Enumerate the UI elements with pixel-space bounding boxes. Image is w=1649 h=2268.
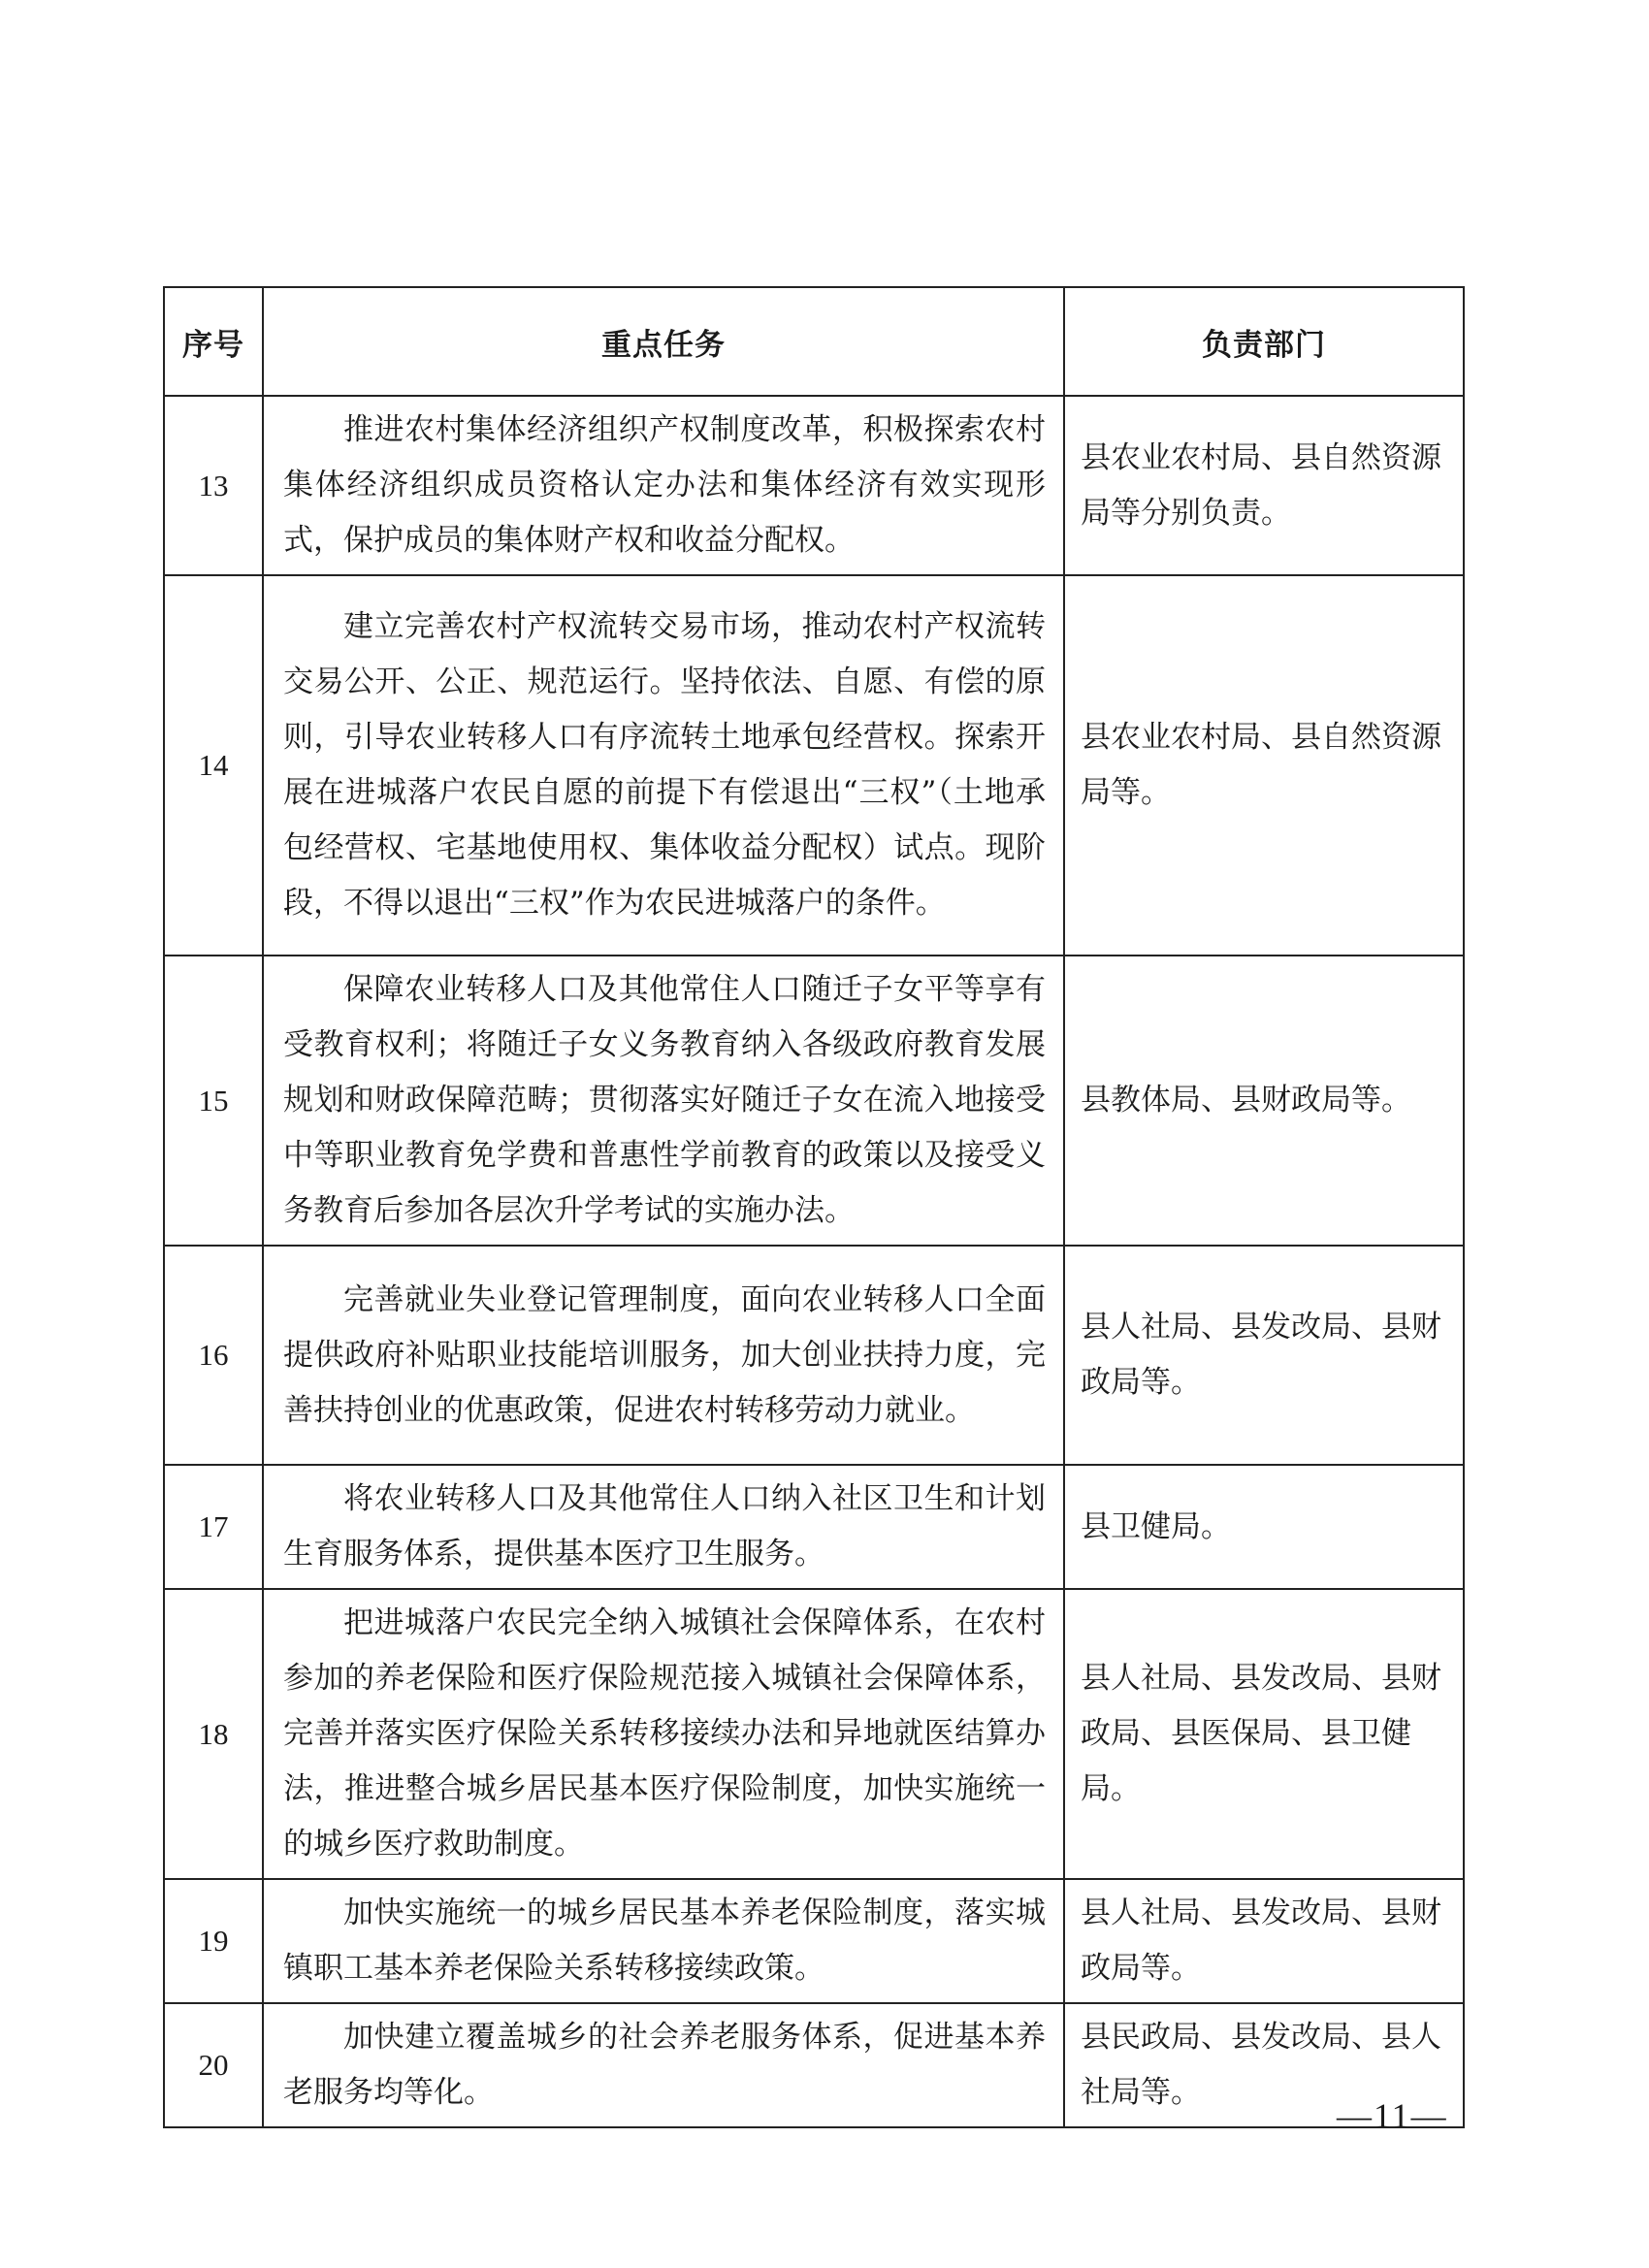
row-number: 17 (164, 1465, 263, 1589)
page-number: —11— (1337, 2096, 1448, 2135)
table-row (164, 396, 1464, 575)
row-number: 20 (164, 2003, 263, 2127)
row-number: 18 (164, 1589, 263, 1879)
row-dept: 县农业农村局、县自然资源局等。 (1064, 575, 1464, 956)
row-task: 把进城落户农民完全纳入城镇社会保障体系，在农村参加的养老保险和医疗保险规范接入城镇社会保障体系，完善并落实医疗保险关系转移接续办法和异地就医结算办法，推进整合城乡居民基本医疗保险制度，加快实施统一的城乡医疗救助制度。 (283, 1605, 1046, 1862)
row-dept: 县人社局、县发改局、县财政局等。 (1064, 1246, 1464, 1465)
row-dept: 县农业农村局、县自然资源局等分别负责。 (1064, 396, 1464, 575)
row-number: 13 (164, 396, 263, 575)
row-number: 15 (164, 956, 263, 1246)
row-number: 14 (164, 575, 263, 956)
row-dept: 县民政局、县发改局、县人社局等。 (1064, 2003, 1464, 2127)
row-dept: 县人社局、县发改局、县财政局等。 (1064, 1879, 1464, 2003)
row-dept: 县教体局、县财政局等。 (1064, 956, 1464, 1246)
row-task: 加快建立覆盖城乡的社会养老服务体系，促进基本养老服务均等化。 (283, 2020, 1046, 2110)
row-task: 完善就业失业登记管理制度，面向农业转移人口全面提供政府补贴职业技能培训服务，加大创业扶持力度，完善扶持创业的优惠政策，促进农村转移劳动力就业。 (283, 1281, 1046, 1428)
table-header-row (164, 287, 1464, 396)
row-task: 推进农村集体经济组织产权制度改革，积极探索农村集体经济组织成员资格认定办法和集体经济有效实现形式，保护成员的集体财产权和收益分配权。 (283, 412, 1046, 558)
table-row (164, 956, 1464, 1246)
table-row (164, 575, 1464, 956)
row-number: 16 (164, 1246, 263, 1465)
key-tasks-table (163, 286, 1465, 2128)
row-task: 保障农业转移人口及其他常住人口随迁子女平等享有受教育权利；将随迁子女义务教育纳入各级政府教育发展规划和财政保障范畴；贯彻落实好随迁子女在流入地接受中等职业教育免学费和普惠性学前教育的政策以及接受义务教育后参加各层次升学考试的实施办法。 (283, 972, 1046, 1228)
row-task: 建立完善农村产权流转交易市场，推动农村产权流转交易公开、公正、规范运行。坚持依法、自愿、有偿的原则，引导农业转移人口有序流转土地承包经营权。探索开展在进城落户农民自愿的前提下有偿退出“三权”（土地承包经营权、宅基地使用权、集体收益分配权）试点。现阶段，不得以退出“三权”作为农民进城落户的条件。 (283, 609, 1046, 921)
table-row (164, 1879, 1464, 2003)
header-task: 重点任务 (263, 287, 1064, 396)
row-dept: 县卫健局。 (1064, 1465, 1464, 1589)
header-dept: 负责部门 (1064, 287, 1464, 396)
table-row (164, 2003, 1464, 2127)
row-task: 加快实施统一的城乡居民基本养老保险制度，落实城镇职工基本养老保险关系转移接续政策。 (283, 1895, 1046, 1986)
table-row (164, 1589, 1464, 1879)
table-row (164, 1246, 1464, 1465)
table-row (164, 1465, 1464, 1589)
header-no: 序号 (164, 287, 263, 396)
row-task: 将农业转移人口及其他常住人口纳入社区卫生和计划生育服务体系，提供基本医疗卫生服务。 (283, 1481, 1046, 1571)
row-dept: 县人社局、县发改局、县财政局、县医保局、县卫健局。 (1064, 1589, 1464, 1879)
row-number: 19 (164, 1879, 263, 2003)
